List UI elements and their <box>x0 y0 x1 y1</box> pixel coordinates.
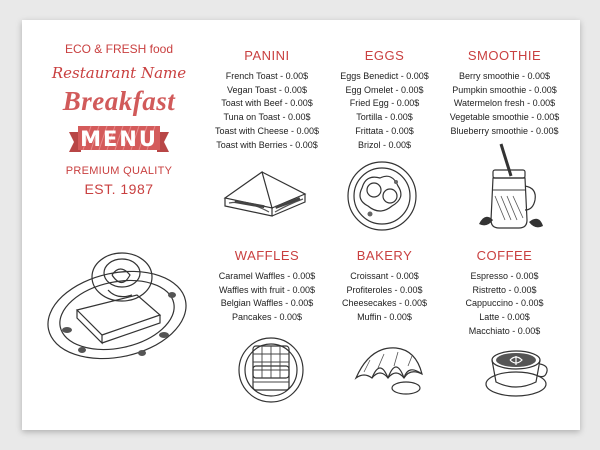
section-coffee <box>442 248 567 339</box>
menu-item: Belgian Waffles - 0.00$ <box>220 298 314 309</box>
menu-item: Latte - 0.00$ <box>479 312 530 323</box>
menu-item: Tuna on Toast - 0.00$ <box>223 112 311 123</box>
menu-item: Pancakes - 0.00$ <box>231 312 303 323</box>
menu-item: Espresso - 0.00$ <box>470 271 539 281</box>
section-eggs <box>327 48 442 152</box>
section-bakery <box>327 248 442 325</box>
menu-item: Fried Egg - 0.00$ <box>349 98 420 109</box>
menu-item: Toast with Cheese - 0.00$ <box>214 125 320 136</box>
quality-label: PREMIUM QUALITY <box>65 165 173 177</box>
coffee-cup-icon <box>482 338 552 400</box>
waffles-icon <box>236 332 306 404</box>
menu-item: Vegetable smoothie - 0.00$ <box>449 112 560 123</box>
menu-item: Egg Omelet - 0.00$ <box>345 84 424 95</box>
menu-item: Eggs Benedict - 0.00$ <box>340 71 429 81</box>
menu-item: Cheesecakes - 0.00$ <box>341 298 428 309</box>
breakfast-plate-icon <box>42 235 192 365</box>
fried-eggs-icon <box>340 158 425 233</box>
menu-item: Caramel Waffles - 0.00$ <box>218 271 316 281</box>
brand-tagline: ECO & FRESH food <box>64 42 174 56</box>
menu-item: Waffles with fruit - 0.00$ <box>218 284 316 295</box>
menu-card <box>22 20 580 430</box>
brand-block <box>44 42 194 197</box>
menu-item: Toast with Beef - 0.00$ <box>221 98 313 109</box>
menu-item: Toast with Berries - 0.00$ <box>216 139 318 150</box>
menu-item: Blueberry smoothie - 0.00$ <box>450 125 559 136</box>
menu-label: MENU <box>80 127 158 151</box>
menu-item: Pumpkin smoothie - 0.00$ <box>452 84 557 95</box>
restaurant-name: Restaurant Name <box>51 64 187 82</box>
menu-item: Cappuccino - 0.00$ <box>465 298 544 309</box>
section-title: PANINI <box>244 48 290 63</box>
menu-item: Brizol - 0.00$ <box>357 139 412 150</box>
smoothie-jar-icon <box>477 140 547 235</box>
established-label: EST. 1987 <box>84 181 154 197</box>
section-smoothie <box>442 48 567 139</box>
menu-item: Tortilla - 0.00$ <box>356 112 413 123</box>
menu-item: Macchiato - 0.00$ <box>468 325 541 336</box>
menu-item: Croissant - 0.00$ <box>350 271 419 281</box>
sandwich-icon <box>217 160 312 230</box>
section-title: SMOOTHIE <box>467 48 542 63</box>
menu-item: Profiteroles - 0.00$ <box>346 284 423 295</box>
breakfast-heading: Breakfast <box>62 86 176 116</box>
menu-item: Berry smoothie - 0.00$ <box>458 71 551 81</box>
section-title: BAKERY <box>356 248 413 263</box>
menu-item: Frittata - 0.00$ <box>355 125 414 136</box>
section-waffles <box>202 248 332 325</box>
section-title: COFFEE <box>476 248 533 263</box>
section-title: EGGS <box>364 48 405 63</box>
menu-item: Muffin - 0.00$ <box>357 312 412 323</box>
section-title: WAFFLES <box>234 248 300 263</box>
menu-item: Ristretto - 0.00$ <box>472 284 537 295</box>
croissant-icon <box>350 338 430 398</box>
menu-item: French Toast - 0.00$ <box>225 71 309 81</box>
menu-item: Watermelon fresh - 0.00$ <box>453 98 556 109</box>
menu-item: Vegan Toast - 0.00$ <box>227 84 307 95</box>
section-panini <box>202 48 332 152</box>
menu-ribbon <box>69 123 169 155</box>
